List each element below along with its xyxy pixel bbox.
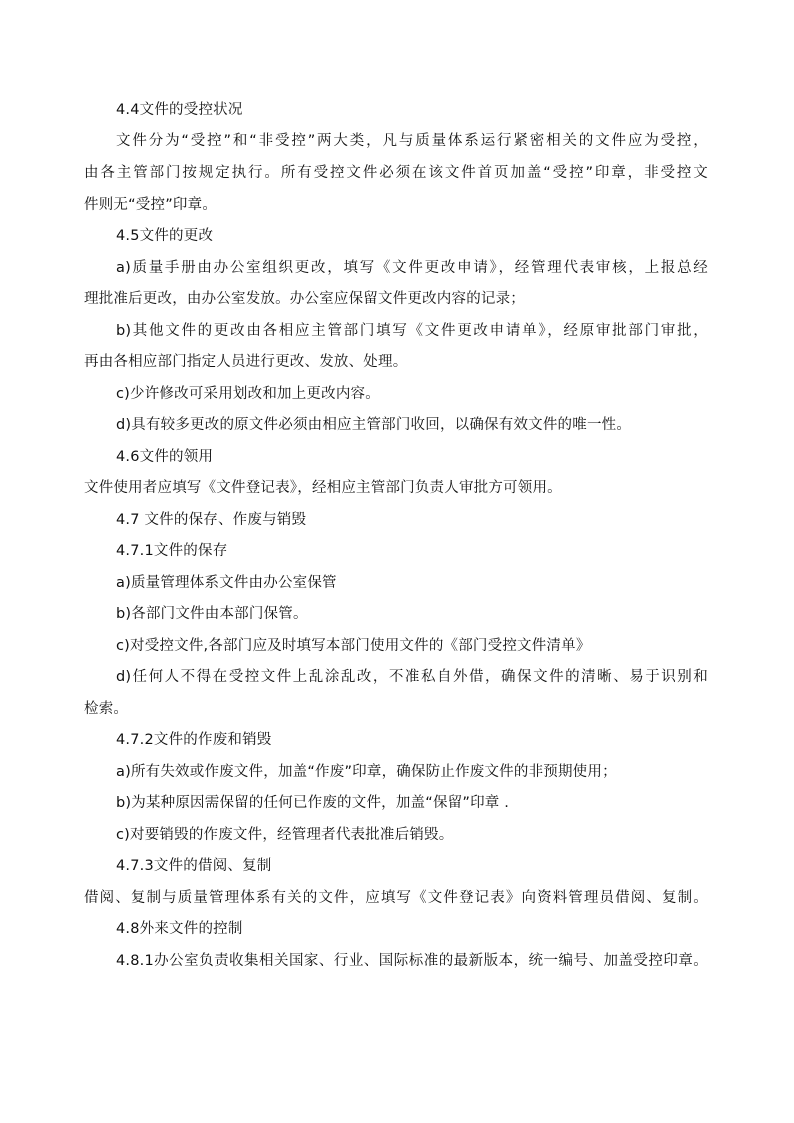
section-heading-4-4: 4.4文件的受控状况 bbox=[116, 102, 243, 118]
list-item-line: b)各部门文件由本部门保管。 bbox=[116, 606, 308, 622]
list-item-line: a)所有失效或作废文件，加盖“作废”印章，确保防止作废文件的非预期使用； bbox=[116, 764, 617, 780]
list-item-line: 检索。 bbox=[84, 701, 129, 717]
list-item-line: c)对要销毁的作废文件，经管理者代表批准后销毁。 bbox=[116, 827, 454, 843]
list-item-line: a)质量管理体系文件由办公室保管 bbox=[116, 575, 337, 591]
list-item-line: d)任何人不得在受控文件上乱涂乱改，不准私自外借，确保文件的清晰、易于识别和 bbox=[116, 669, 708, 685]
list-item-line: 再由各相应部门指定人员进行更改、发放、处理。 bbox=[84, 354, 408, 370]
section-heading-4-7: 4.7 文件的保存、作废与销毁 bbox=[116, 512, 307, 528]
list-item-line: c)少许修改可采用划改和加上更改内容。 bbox=[116, 386, 380, 402]
list-item-line: a)质量手册由办公室组织更改，填写《文件更改申请》，经管理代表审核，上报总经 bbox=[116, 260, 708, 276]
paragraph-line: 文件使用者应填写《文件登记表》，经相应主管部门负责人审批方可领用。 bbox=[84, 480, 562, 496]
subsection-heading-4-7-1: 4.7.1文件的保存 bbox=[116, 543, 228, 559]
paragraph-line: 件则无“受控”印章。 bbox=[84, 197, 218, 213]
subsection-heading-4-7-3: 4.7.3文件的借阅、复制 bbox=[116, 858, 272, 874]
paragraph-line: 由各主管部门按规定执行。所有受控文件必须在该文件首页加盖“受控”印章，非受控文 bbox=[84, 165, 708, 181]
paragraph-line: 借阅、复制与质量管理体系有关的文件，应填写《文件登记表》向资料管理员借阅、复制。 bbox=[84, 890, 708, 906]
list-item-line: c)对受控文件,各部门应及时填写本部门使用文件的《部门受控文件清单》 bbox=[116, 638, 591, 654]
list-item-line: b)其他文件的更改由各相应主管部门填写《文件更改申请单》，经原审批部门审批， bbox=[116, 323, 708, 339]
section-heading-4-6: 4.6文件的领用 bbox=[116, 449, 214, 465]
paragraph-line: 文件分为“受控”和“非受控”两大类，凡与质量体系运行紧密相关的文件应为受控， bbox=[116, 133, 708, 149]
section-heading-4-5: 4.5文件的更改 bbox=[116, 228, 214, 244]
list-item-line: 理批准后更改，由办公室发放。办公室应保留文件更改内容的记录； bbox=[84, 291, 525, 307]
paragraph-line: 4.8.1办公室负责收集相关国家、行业、国际标准的最新版本，统一编号、加盖受控印章。 bbox=[116, 953, 708, 969]
list-item-line: b)为某种原因需保留的任何已作废的文件，加盖“保留”印章 . bbox=[116, 795, 510, 811]
section-heading-4-8: 4.8外来文件的控制 bbox=[116, 921, 243, 937]
subsection-heading-4-7-2: 4.7.2文件的作废和销毁 bbox=[116, 732, 272, 748]
list-item-line: d)具有较多更改的原文件必须由相应主管部门收回，以确保有效文件的唯一性。 bbox=[116, 417, 632, 433]
